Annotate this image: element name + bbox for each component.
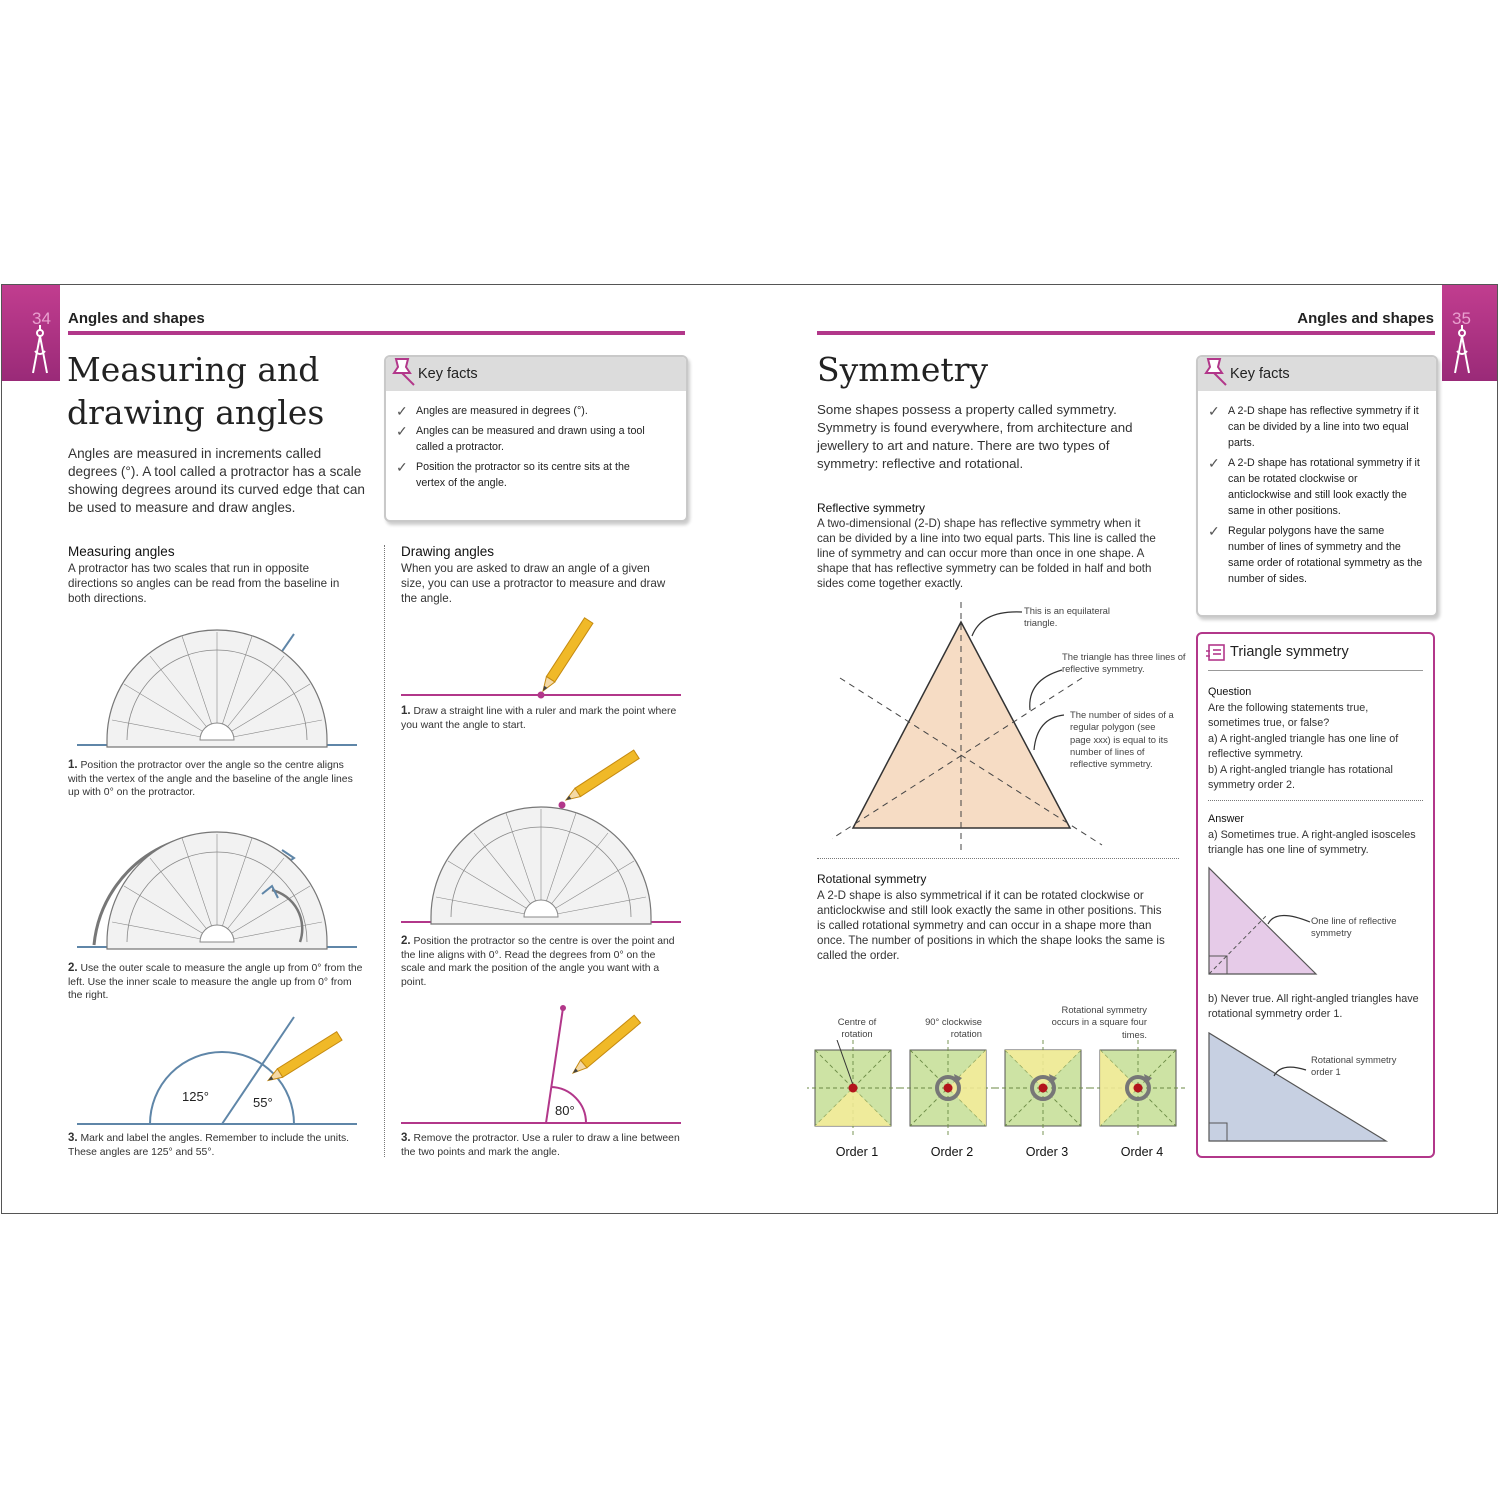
answer-a: a) Sometimes true. A right-angled isosceles triangle has one line of symmetry. (1208, 829, 1416, 857)
pencil-icon (563, 750, 639, 804)
column-divider (384, 545, 385, 1157)
page-number: 34 (32, 309, 51, 328)
key-facts-box (1196, 355, 1438, 617)
key-fact-item: ✓ Regular polygons have the same number of lines of symmetry and the same order of rotational symmetry as the number of sides. (1228, 523, 1423, 587)
order-2-label: Order 2 (930, 1145, 974, 1159)
answer-b: b) Never true. All right-angled triangles have rotational symmetry order 1. (1208, 993, 1419, 1021)
angle-diagram-measured (72, 1013, 362, 1128)
drawing-heading: Drawing angles (401, 544, 495, 559)
running-head: Angles and shapes (68, 310, 205, 327)
note-regular-polygon: The number of sides of a regular polygon (see page xxx) is equal to its number of lines of reflective symmetry. (1070, 709, 1174, 770)
angle-label-125: 125° (182, 1089, 209, 1104)
qa-divider (1208, 800, 1423, 801)
note-square-rotation: Rotational symmetry occurs in a square four times. (1051, 1004, 1147, 1040)
key-fact-item: ✓ A 2-D shape has reflective symmetry if it can be divided by a line into two equal parts. (1228, 403, 1423, 451)
protractor-diagram-1 (72, 620, 362, 750)
pushpin-icon (1202, 355, 1230, 389)
question-text: Are the following statements true, sometimes true, or false? a) A right-angled triangle has one line of reflective symmetry. b) A right-angled triangle has rotational symmetry order 2. (1208, 702, 1399, 792)
key-fact-item: ✓ Position the protractor so its centre sits at the vertex of the angle. (416, 459, 656, 491)
measuring-heading: Measuring angles (68, 544, 175, 559)
key-facts-box (384, 355, 688, 522)
note-one-line: One line of reflective symmetry (1311, 915, 1397, 939)
angle-label-55: 55° (253, 1095, 273, 1110)
triangle-symmetry-box (1196, 632, 1435, 1158)
drawing-step-3: 3. Remove the protractor. Use a ruler to draw a line between the two points and mark the angle. (401, 1132, 680, 1158)
drawing-step-1-diagram (401, 615, 686, 705)
square-order-2 (900, 1040, 996, 1136)
notepad-icon (1204, 643, 1226, 663)
note-centre-of-rotation: Centre of rotation (837, 1016, 877, 1040)
reflective-text: A two-dimensional (2-D) shape has reflective symmetry when it can be divided by a line into two equal parts. This line is called the line of symmetry and can occur more than once in one shape. A shape that has reflective symmetry can be folded in half and both sides come together exactly. (817, 517, 1156, 590)
page-number: 35 (1452, 309, 1471, 328)
key-fact-item: ✓ Angles can be measured and drawn using a tool called a protractor. (416, 423, 656, 455)
title-rule (1208, 670, 1423, 671)
rotational-text: A 2-D shape is also symmetrical if it can be rotated clockwise or anticlockwise and still look exactly the same in other positions. This is called rotational symmetry and can occur in a shape more than once. The number of positions in which the shape looks the same is called the order. (817, 889, 1165, 962)
order-1-label: Order 1 (835, 1145, 879, 1159)
header-rule (68, 331, 685, 335)
angle-label-80: 80° (555, 1103, 575, 1118)
section-divider (817, 858, 1179, 859)
compass-icon (2, 285, 60, 381)
page-title: Measuring and drawing angles (67, 350, 325, 432)
pushpin-icon (390, 355, 418, 389)
intro-text: Angles are measured in increments called degrees (°). A tool called a protractor has a scale showing degrees around its curved edge that can be used to measure and draw angles. (68, 446, 365, 515)
drawing-step-2: 2. Position the protractor so the centre is over the point and the line aligns with 0°. Read the degrees from 0° on the scale and mark the position of the angle you want with a point. (401, 935, 675, 988)
answer-label: Answer (1208, 813, 1245, 825)
pencil-icon (265, 1032, 342, 1085)
page-tab-left (2, 285, 60, 381)
note-equilateral: This is an equilateral triangle. (1024, 605, 1110, 629)
drawing-step-3-diagram (401, 1003, 686, 1128)
protractor-diagram-2 (72, 820, 362, 952)
key-facts-title: Key facts (1230, 366, 1290, 382)
drawing-step-1: 1. Draw a straight line with a ruler and mark the point where you want the angle to start. (401, 705, 677, 731)
question-label: Question (1208, 686, 1252, 698)
rotational-heading: Rotational symmetry (817, 872, 927, 886)
measuring-text: A protractor has two scales that run in opposite directions so angles can be read from the baseline in both directions. (68, 562, 340, 605)
key-facts-title: Key facts (418, 366, 478, 382)
note-rotational-order-1: Rotational symmetry order 1 (1311, 1054, 1397, 1078)
key-fact-item: ✓ A 2-D shape has rotational symmetry if it can be rotated clockwise or anticlockwise and still look exactly the same in other positions. (1228, 455, 1423, 519)
page-title: Symmetry (817, 350, 989, 389)
intro-text: Some shapes possess a property called symmetry. Symmetry is found everywhere, from architecture and jewellery to art and nature. There are two types of symmetry: reflective and rotational. (817, 402, 1133, 471)
rotational-squares-diagram (807, 1040, 1187, 1140)
square-order-4 (1090, 1040, 1186, 1136)
compass-icon (1442, 285, 1498, 381)
measuring-step-3: 3. Mark and label the angles. Remember to include the units. These angles are 125° and 55°. (68, 1132, 350, 1158)
measuring-step-1: 1. Position the protractor over the angle so the centre aligns with the vertex of the angle and the baseline of the angle lines up with 0° on the protractor. (68, 759, 353, 799)
page-tab-right (1442, 285, 1498, 381)
drawing-text: When you are asked to draw an angle of a given size, you can use a protractor to measure and draw the angle. (401, 562, 666, 605)
square-order-1 (807, 1040, 901, 1136)
header-rule (817, 331, 1435, 335)
triangle-symmetry-title: Triangle symmetry (1230, 644, 1349, 660)
reflective-heading: Reflective symmetry (817, 501, 926, 515)
square-order-3 (995, 1040, 1091, 1136)
right-triangle-diagram (1206, 1030, 1421, 1146)
order-3-label: Order 3 (1025, 1145, 1069, 1159)
running-head: Angles and shapes (1297, 310, 1434, 327)
book-spread (1, 284, 1498, 1214)
key-fact-item: ✓ Angles are measured in degrees (°). (416, 403, 656, 419)
pencil-icon (570, 1015, 641, 1077)
drawing-step-2-diagram (401, 745, 686, 930)
pencil-icon (539, 618, 593, 694)
order-4-label: Order 4 (1120, 1145, 1164, 1159)
note-three-lines: The triangle has three lines of reflective symmetry. (1062, 651, 1186, 675)
note-90-rotation: 90° clockwise rotation (925, 1016, 982, 1040)
measuring-step-2: 2. Use the outer scale to measure the angle up from 0° from the left. Use the inner scale to measure the angle up from 0° from the right. (68, 962, 363, 1002)
